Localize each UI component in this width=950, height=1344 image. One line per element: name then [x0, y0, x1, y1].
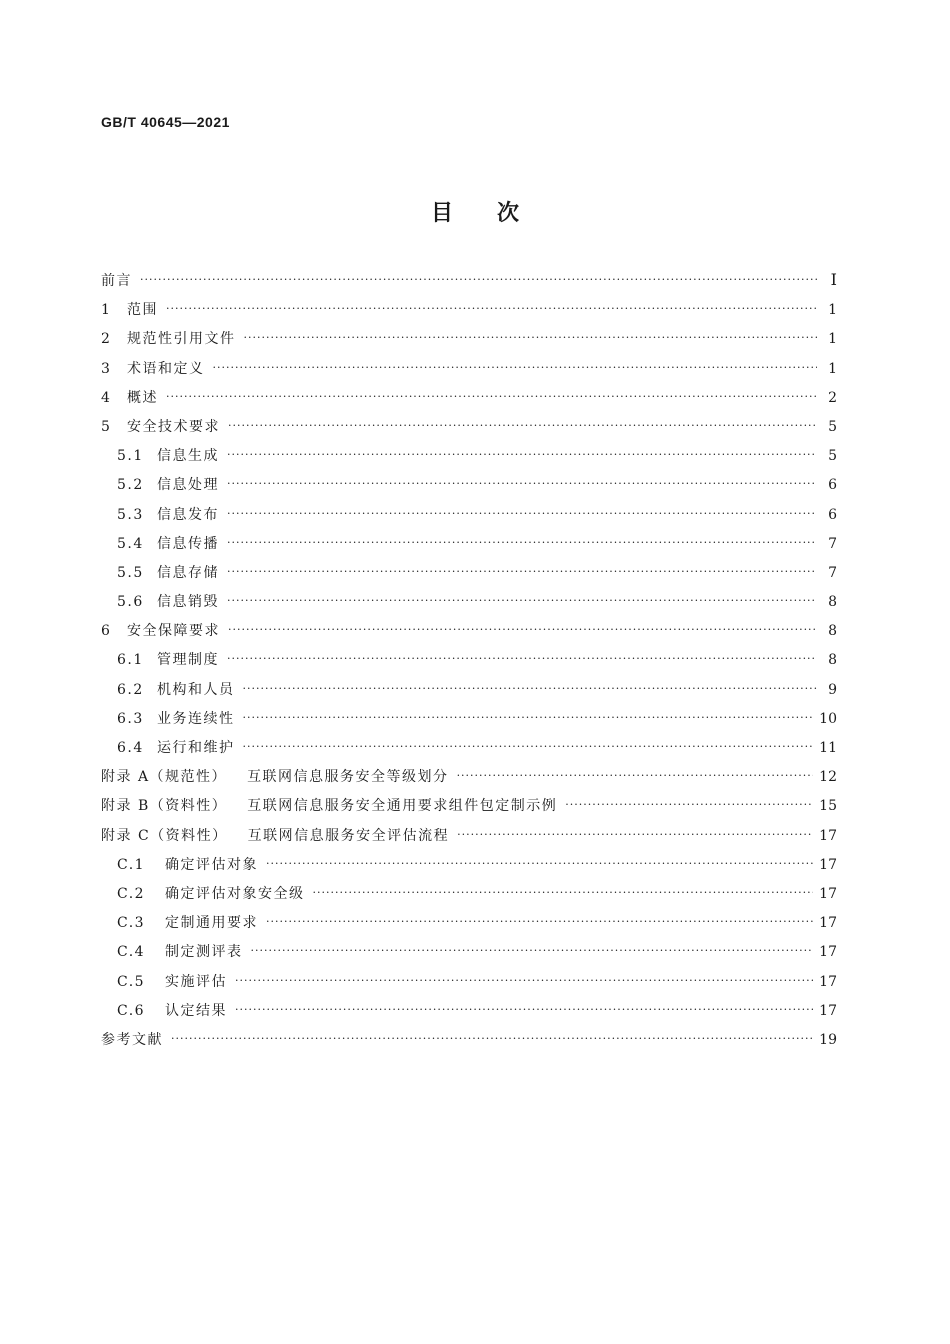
toc-entry-label: 信息发布 [157, 506, 219, 523]
toc-entry-page: 19 [819, 1031, 837, 1048]
toc-entry-number: C.4 [117, 944, 146, 961]
toc-entry[interactable] [101, 971, 837, 1000]
toc-entry-number: 5.4 [117, 535, 144, 552]
toc-entry-label: 认定结果 [165, 1002, 227, 1019]
toc-leader-dots [565, 798, 813, 811]
toc-leader-dots [140, 273, 817, 286]
toc-leader-dots [457, 769, 814, 782]
toc-leader-dots [228, 419, 817, 432]
toc-entry[interactable] [101, 1029, 837, 1058]
toc-entry-label: 信息处理 [157, 477, 219, 494]
toc-leader-dots [227, 477, 817, 490]
toc-entry-label: 确定评估对象 [165, 856, 258, 873]
toc-entry-number: 附录 C（资料性） [101, 827, 228, 844]
toc-entry-page: 6 [828, 506, 837, 523]
toc-leader-dots [166, 390, 817, 403]
toc-entry-label: 参考文献 [101, 1031, 163, 1048]
toc-entry-page: 17 [819, 973, 837, 990]
toc-entry[interactable] [101, 737, 837, 766]
document-code: GB/T 40645—2021 [101, 114, 230, 130]
toc-entry[interactable] [101, 270, 837, 299]
toc-leader-dots [235, 974, 813, 987]
toc-entry[interactable] [101, 533, 837, 562]
toc-entry-number: 5 [101, 418, 112, 435]
toc-title [0, 196, 950, 227]
toc-entry[interactable] [101, 912, 837, 941]
toc-entry-page: 8 [828, 652, 837, 669]
toc-entry-page: 1 [828, 302, 837, 319]
toc-leader-dots [251, 944, 814, 957]
toc-entry[interactable] [101, 941, 837, 970]
toc-entry[interactable] [101, 387, 837, 416]
toc-entry-number: 1 [101, 302, 112, 319]
toc-entry-label: 互联网信息服务安全等级划分 [247, 769, 449, 786]
toc-entry-label: 范围 [127, 302, 158, 319]
toc-leader-dots [313, 886, 814, 899]
toc-entry[interactable] [101, 854, 837, 883]
toc-entry-page: 8 [828, 623, 837, 640]
toc-entry-label: 互联网信息服务安全通用要求组件包定制示例 [247, 798, 558, 815]
toc-entry-label: 信息存储 [157, 564, 219, 581]
toc-entry-number: 6.1 [117, 652, 144, 669]
toc-entry-number: 5.2 [117, 477, 144, 494]
toc-leader-dots [244, 331, 818, 344]
toc-entry-page: 1 [828, 360, 837, 377]
toc-entry-page: 17 [819, 915, 837, 932]
toc-entry-number: C.3 [117, 915, 146, 932]
toc-leader-dots [213, 361, 818, 374]
toc-entry-number: 5.3 [117, 506, 144, 523]
toc-entry-label: 确定评估对象安全级 [165, 885, 305, 902]
toc-entry[interactable] [101, 708, 837, 737]
toc-entry-label: 机构和人员 [157, 681, 235, 698]
toc-entry-number: C.1 [117, 856, 146, 873]
toc-entry-page: 8 [828, 594, 837, 611]
toc-entry-label: 管理制度 [157, 652, 219, 669]
toc-entry-page: 17 [819, 944, 837, 961]
toc-entry-page: 11 [819, 740, 837, 756]
toc-entry-page: 15 [819, 798, 837, 815]
toc-entry-page: 5 [828, 448, 837, 465]
toc-entry[interactable] [101, 883, 837, 912]
toc-leader-dots [166, 302, 817, 315]
toc-entry[interactable] [101, 328, 837, 357]
toc-entry-page: 17 [819, 827, 837, 844]
toc-leader-dots [227, 536, 817, 549]
toc-entry-number: 5.1 [117, 448, 144, 465]
toc-entry[interactable] [101, 504, 837, 533]
toc-entry-label: 信息销毁 [157, 594, 219, 611]
toc-entry-page: 1 [828, 331, 837, 348]
toc-entry-page: 17 [819, 885, 837, 902]
toc-entry[interactable] [101, 591, 837, 620]
toc-entry-number: 6 [101, 623, 112, 640]
toc-entry[interactable] [101, 474, 837, 503]
toc-leader-dots [243, 711, 814, 724]
table-of-contents [101, 270, 837, 1058]
toc-entry-label: 业务连续性 [157, 710, 235, 727]
toc-entry-page: 7 [828, 564, 837, 581]
toc-entry-page: 7 [828, 535, 837, 552]
toc-leader-dots [227, 565, 817, 578]
toc-leader-dots [227, 594, 817, 607]
toc-leader-dots [266, 857, 813, 870]
toc-entry-page: 6 [828, 477, 837, 494]
toc-entry-label: 实施评估 [165, 973, 227, 990]
toc-entry-number: 6.2 [117, 681, 144, 698]
toc-entry[interactable] [101, 358, 837, 387]
toc-entry-page: 17 [819, 1002, 837, 1019]
toc-entry-label: 概述 [127, 389, 158, 406]
toc-entry-number: 6.4 [117, 740, 144, 756]
toc-entry[interactable] [101, 445, 837, 474]
toc-entry[interactable] [101, 416, 837, 445]
toc-title-part1: 目 [430, 201, 453, 226]
toc-title-part2: 次 [497, 201, 520, 226]
toc-entry[interactable] [101, 562, 837, 591]
toc-entry-page: 9 [828, 681, 837, 698]
toc-entry-page: 2 [828, 389, 837, 406]
toc-entry[interactable] [101, 620, 837, 649]
toc-leader-dots [227, 652, 817, 665]
toc-entry-number: 2 [101, 331, 112, 348]
toc-entry-label: 安全保障要求 [127, 623, 220, 640]
toc-entry[interactable] [101, 649, 837, 678]
toc-entry-number: C.2 [117, 885, 146, 902]
toc-entry[interactable] [101, 766, 837, 795]
toc-leader-dots [243, 682, 818, 695]
toc-entry-number: 附录 B（资料性） [101, 798, 228, 815]
toc-leader-dots [227, 507, 817, 520]
toc-entry-label: 术语和定义 [127, 360, 205, 377]
toc-entry-number: 5.5 [117, 564, 144, 581]
toc-entry-label: 信息传播 [157, 535, 219, 552]
toc-entry-label: 前言 [101, 273, 132, 289]
toc-entry[interactable] [101, 679, 837, 708]
toc-entry-page: 10 [819, 710, 837, 727]
toc-entry[interactable] [101, 795, 837, 824]
toc-entry[interactable] [101, 825, 837, 854]
toc-leader-dots [243, 740, 814, 753]
toc-leader-dots [235, 1003, 813, 1016]
toc-entry-page: Ⅰ [830, 270, 837, 289]
toc-entry-number: 6.3 [117, 710, 144, 727]
toc-entry-label: 规范性引用文件 [127, 331, 236, 348]
toc-entry-page: 12 [819, 769, 837, 786]
toc-entry-number: 4 [101, 389, 112, 406]
toc-entry-number: C.6 [117, 1002, 146, 1019]
toc-entry-label: 定制通用要求 [165, 915, 258, 932]
toc-entry-number: C.5 [117, 973, 146, 990]
toc-entry[interactable] [101, 299, 837, 328]
toc-entry-label: 运行和维护 [157, 740, 235, 756]
toc-entry-label: 制定测评表 [165, 944, 243, 961]
toc-entry-label: 安全技术要求 [127, 418, 220, 435]
toc-entry[interactable] [101, 1000, 837, 1029]
toc-entry-number: 5.6 [117, 594, 144, 611]
toc-entry-page: 5 [828, 418, 837, 435]
toc-entry-label: 互联网信息服务安全评估流程 [247, 827, 450, 844]
toc-leader-dots [266, 915, 813, 928]
toc-entry-label: 信息生成 [157, 448, 219, 465]
toc-leader-dots [171, 1032, 813, 1045]
toc-entry-number: 3 [101, 360, 112, 377]
toc-leader-dots [457, 828, 813, 841]
toc-entry-number: 附录 A（规范性） [101, 769, 228, 786]
toc-entry-page: 17 [819, 856, 837, 873]
toc-leader-dots [227, 448, 817, 461]
toc-leader-dots [228, 623, 817, 636]
